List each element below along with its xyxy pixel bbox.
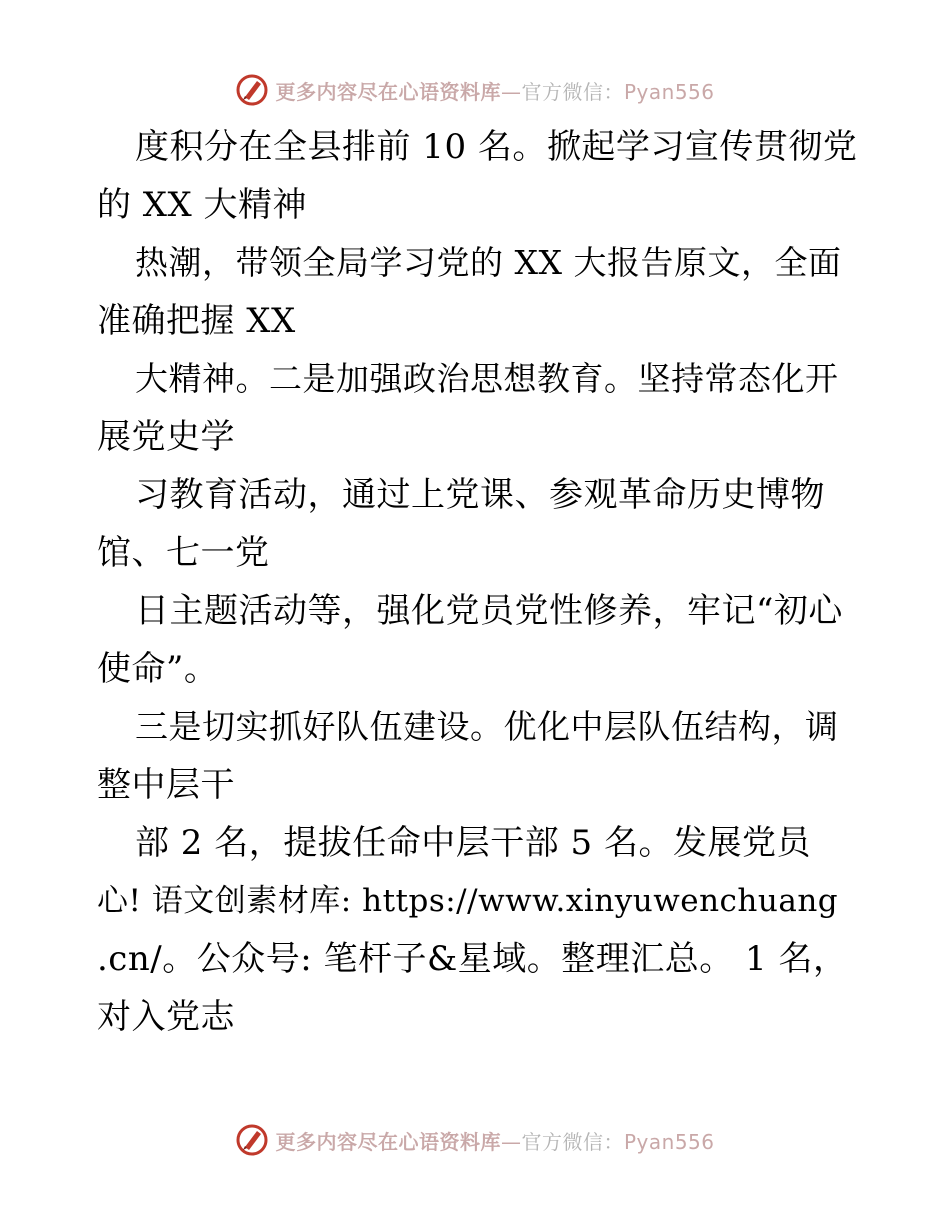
text-line: 三是切实抓好队伍建设。优化中层队伍结构，调 bbox=[135, 707, 839, 746]
watermark-sub-text: 官方微信： bbox=[521, 1129, 624, 1154]
watermark-main-text: 更多内容尽在心语资料库 bbox=[275, 79, 501, 104]
text-line: 大精神。二是加强政治思想教育。坚持常态化开 bbox=[135, 359, 839, 398]
document-body bbox=[97, 118, 857, 1046]
logo-icon bbox=[235, 1123, 269, 1157]
text-line: 对入党志 bbox=[97, 997, 235, 1037]
watermark-dash: — bbox=[500, 1129, 522, 1154]
text-line: 准确把握 XX bbox=[97, 301, 296, 341]
watermark-sub-text: 官方微信： bbox=[521, 79, 624, 104]
text-line: 使命”。 bbox=[97, 649, 219, 689]
text-line: 心! 语文创素材库: https://www.xinyuwenchuang bbox=[97, 883, 839, 919]
text-line: 展党史学 bbox=[97, 417, 235, 457]
text-line: .cn/。公众号: 笔杆子&星域。整理汇总。 1 名， bbox=[97, 939, 848, 979]
text-line: 馆、七一党 bbox=[97, 533, 270, 573]
header-watermark bbox=[0, 70, 950, 110]
watermark-main-text: 更多内容尽在心语资料库 bbox=[275, 1129, 501, 1154]
text-line: 整中层干 bbox=[97, 765, 235, 805]
text-line: 热潮，带领全局学习党的 XX 大报告原文，全面 bbox=[135, 243, 842, 282]
text-line: 的 XX 大精神 bbox=[97, 185, 308, 225]
text-line: 部 2 名，提拔任命中层干部 5 名。发展党员 bbox=[135, 823, 811, 863]
footer-watermark bbox=[0, 1120, 950, 1160]
watermark-dash: — bbox=[500, 79, 522, 104]
logo-icon bbox=[235, 73, 269, 107]
text-line: 习教育活动，通过上党课、参观革命历史博物 bbox=[135, 475, 825, 515]
text-line: 日主题活动等，强化党员党性修养，牢记“初心 bbox=[135, 591, 843, 631]
watermark-id: Pyan556 bbox=[623, 1129, 715, 1154]
watermark-id: Pyan556 bbox=[623, 79, 715, 104]
text-line: 度积分在全县排前 10 名。掀起学习宣传贯彻党 bbox=[135, 127, 858, 167]
